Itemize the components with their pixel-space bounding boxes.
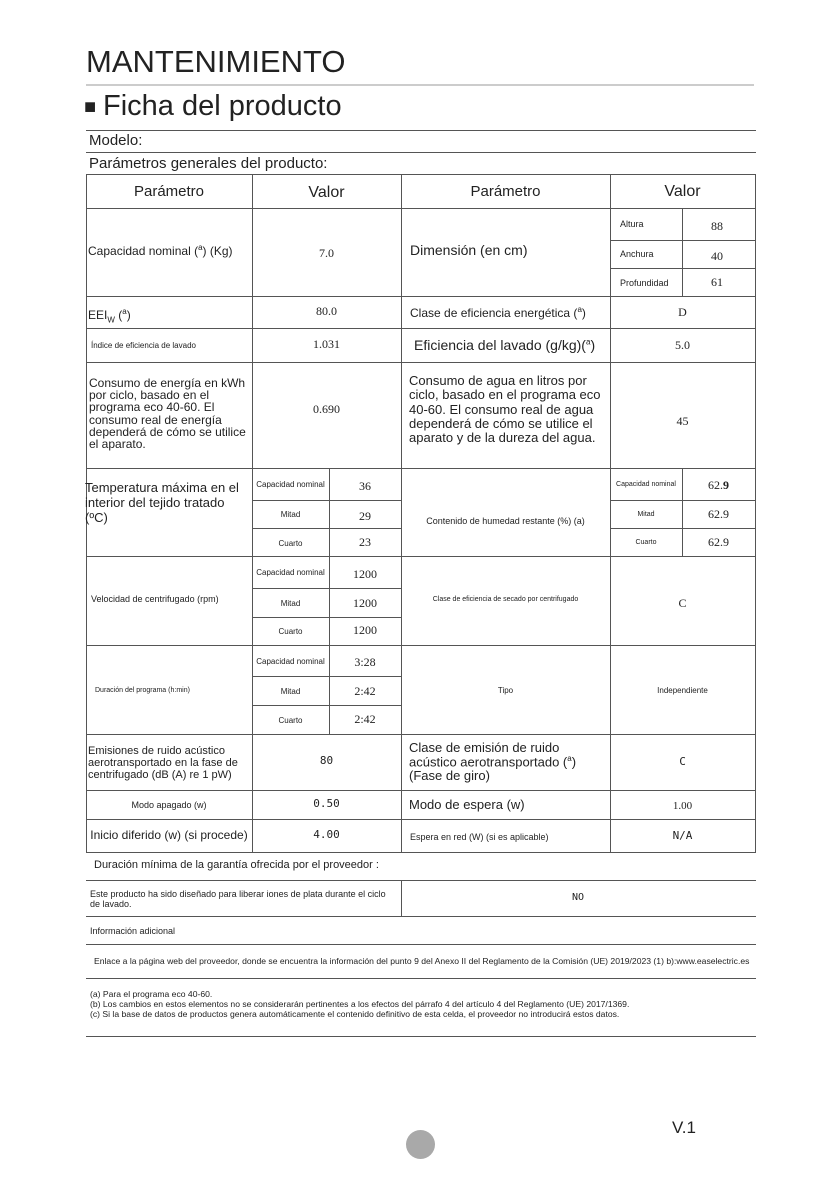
spin-speed-quarter-label: Cuarto xyxy=(278,627,303,636)
wash-index-label: Índice de eficiencia de lavado xyxy=(91,341,196,350)
noise-value: 80 xyxy=(319,754,334,767)
max-temp-label: Temperatura máxima en el interior del tejido tratado (ºC) xyxy=(85,480,239,525)
capacity-label: Capacidad nominal ($^a$) (Kg) xyxy=(88,243,233,258)
water-consumption-value: 45 xyxy=(676,414,689,428)
network-standby-value: N/A xyxy=(672,829,693,842)
col-header-param-right: Parámetro xyxy=(470,183,541,200)
spin-class-label: Clase de eficiencia de secado por centrifugado xyxy=(432,596,579,603)
dimension-width-value: 40 xyxy=(711,249,723,263)
duration-half-value: 2:42 xyxy=(354,684,376,698)
subtitle-bullet: ■ xyxy=(84,96,97,118)
moisture-half-value: 62.9 xyxy=(708,507,729,521)
standby-value: 1.00 xyxy=(672,800,693,812)
moisture-quarter-label: Cuarto xyxy=(635,539,657,546)
spin-speed-half-value: 1200 xyxy=(353,596,377,610)
type-label: Tipo xyxy=(497,686,514,695)
spin-speed-rated-label: Capacidad nominal xyxy=(256,568,325,577)
spin-speed-quarter-value: 1200 xyxy=(353,623,377,637)
duration-quarter-value: 2:42 xyxy=(354,712,376,726)
dimension-width-label: Anchura xyxy=(620,249,654,259)
standby-label: Modo de espera (w) xyxy=(409,797,525,812)
duration-rated-value: 3:28 xyxy=(354,655,376,669)
footnote-a: (a) Para el programa eco 40-60. xyxy=(90,989,213,999)
energy-class-label: Clase de eficiencia energética ($^a$) xyxy=(410,305,586,320)
energy-consumption-value: 0.690 xyxy=(313,402,340,416)
eei-value: 80.0 xyxy=(316,304,337,318)
spin-speed-half-label: Mitad xyxy=(280,599,301,608)
spin-speed-rated-value: 1200 xyxy=(353,567,377,581)
wash-index-value: 1.031 xyxy=(313,337,340,351)
noise-class-label: Clase de emisión de ruido acústico aerotransportado ($^a$) (Fase de giro) xyxy=(409,740,577,784)
dimension-height-label: Altura xyxy=(620,219,644,229)
water-consumption-label: Consumo de agua en litros por ciclo, basado en el programa eco 40-60. El consumo real de agua dependerá de cómo se utilice el aparato y de la dureza del agua. xyxy=(409,373,601,446)
wash-efficiency-value: 5.0 xyxy=(675,338,690,352)
off-mode-value: 0.50 xyxy=(313,797,340,810)
max-temp-rated-value: 36 xyxy=(359,479,371,493)
moisture-label: Contenido de humedad restante (%) (a) xyxy=(426,516,585,526)
col-header-value-right: Valor xyxy=(664,183,701,200)
max-temp-quarter-value: 23 xyxy=(359,535,371,549)
energy-consumption-label: Consumo de energía en kWh por ciclo, basado en el programa eco 40-60. El consumo real de energía dependerá de cómo se utilice el aparato. xyxy=(89,376,246,452)
wash-efficiency-label: Eficiencia del lavado (g/kg)($^a$) xyxy=(414,337,596,353)
moisture-quarter-value: 62.9 xyxy=(708,535,729,549)
duration-label: Duración del programa (h:min) xyxy=(95,687,190,694)
moisture-rated-value: 62.9 xyxy=(708,478,729,492)
capacity-value: 7.0 xyxy=(319,246,334,260)
dimension-depth-value: 61 xyxy=(711,275,723,289)
col-header-param-left: Parámetro xyxy=(133,183,205,200)
title-divider xyxy=(86,84,754,86)
warranty-label: Duración mínima de la garantía ofrecida por el proveedor : xyxy=(94,859,379,871)
max-temp-rated-label: Capacidad nominal xyxy=(256,480,325,489)
spin-class-value: C xyxy=(678,596,687,610)
off-mode-label: Modo apagado (w) xyxy=(131,800,207,810)
general-params-label: Parámetros generales del producto: xyxy=(89,155,328,172)
dimension-label: Dimensión (en cm) xyxy=(410,242,528,258)
version-label: V.1 xyxy=(672,1118,696,1137)
moisture-half-label: Mitad xyxy=(637,511,655,518)
silver-ions-label: Este producto ha sido diseñado para liberar iones de plata durante el ciclo de lavado. xyxy=(90,889,386,910)
max-temp-half-label: Mitad xyxy=(280,510,301,519)
noise-class-value: C xyxy=(679,755,686,768)
page-number-circle xyxy=(406,1130,435,1159)
dimension-height-value: 88 xyxy=(711,219,723,233)
duration-rated-label: Capacidad nominal xyxy=(256,657,325,666)
footnote-b: (b) Los cambios en estos elementos no se considerarán pertinentes a los efectos del párrafo 4 del artículo 4 del Reglamento (UE) 2017/1369. xyxy=(90,999,630,1009)
noise-label: Emisiones de ruido acústico aerotransportado en la fase de centrifugado (dB (A) re 1 pW) xyxy=(88,745,238,781)
moisture-rated-label: Capacidad nominal xyxy=(616,481,676,488)
footnote-c: (c) Si la base de datos de productos genera automáticamente el contenido definitivo de esta celda, el proveedor no introducirá estos datos. xyxy=(90,1009,620,1019)
page-title: MANTENIMIENTO xyxy=(86,44,346,79)
spin-speed-label: Velocidad de centrifugado (rpm) xyxy=(91,594,219,604)
dimension-depth-label: Profundidad xyxy=(620,278,669,288)
duration-quarter-label: Cuarto xyxy=(278,716,303,725)
col-header-value-left: Valor xyxy=(308,184,345,201)
network-standby-label: Espera en red (W) (si es aplicable) xyxy=(410,832,549,842)
duration-half-label: Mitad xyxy=(280,687,301,696)
delay-start-value: 4.00 xyxy=(313,828,340,841)
type-value: Independiente xyxy=(657,686,708,695)
eei-label: $EEI_W$ ($^a$) xyxy=(88,307,131,325)
section-title: Ficha del producto xyxy=(103,90,342,122)
silver-ions-value: NO xyxy=(571,892,585,903)
delay-start-label: Inicio diferido (w) (si procede) xyxy=(90,828,248,842)
energy-class-value: D xyxy=(678,305,687,319)
supplier-weblink[interactable]: Enlace a la página web del proveedor, donde se encuentra la información del punto 9 del Anexo II del Reglamento de la Comisión (UE) 2019/2023 (1) b):www.easelectric.es xyxy=(94,956,750,966)
model-label: Modelo: xyxy=(89,132,143,149)
max-temp-quarter-label: Cuarto xyxy=(278,539,303,548)
max-temp-half-value: 29 xyxy=(359,509,371,523)
additional-info-label: Información adicional xyxy=(90,926,176,936)
